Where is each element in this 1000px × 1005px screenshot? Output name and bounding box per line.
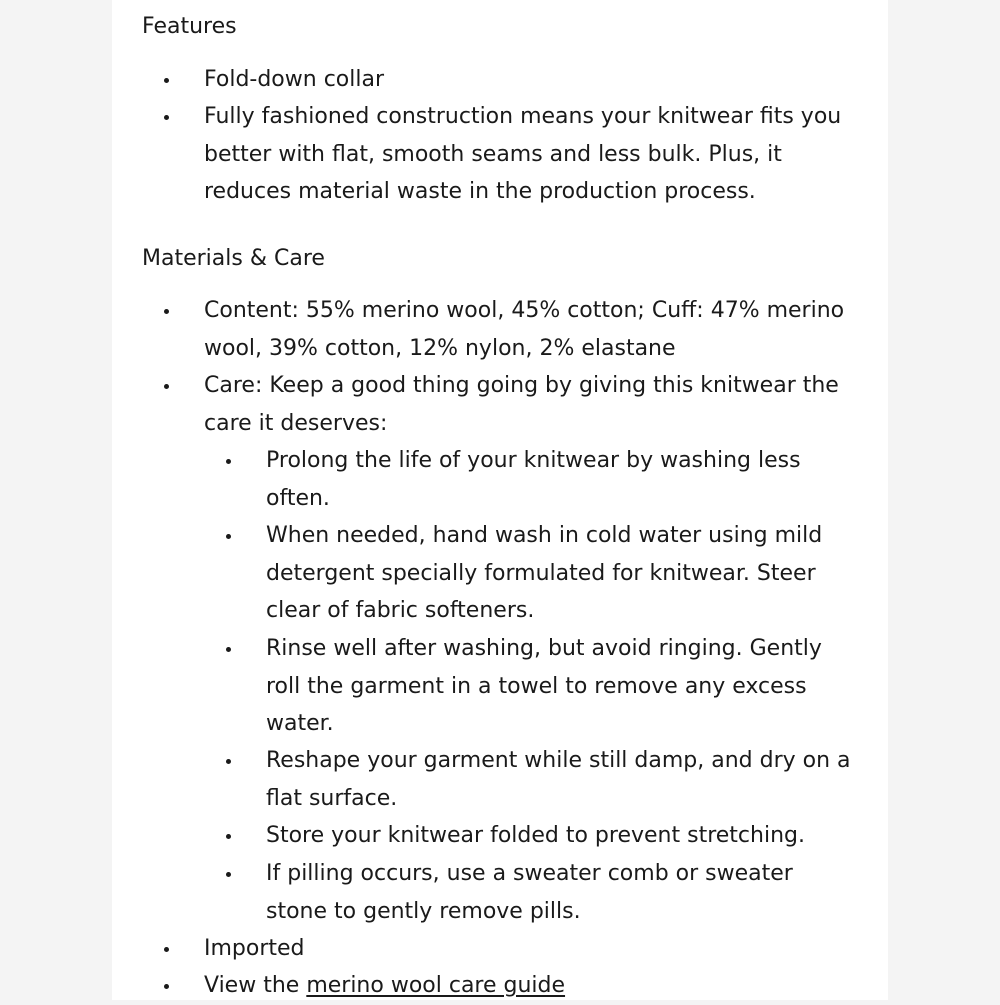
list-item-text: care it deserves:	[204, 410, 388, 436]
list-item-text: stone to gently remove pills.	[266, 898, 581, 924]
list-item-text: Reshape your garment while still damp, and dry on a	[266, 748, 851, 773]
list-item-text: Rinse well after washing, but avoid ringing. Gently	[266, 636, 822, 661]
list-item-text: Fully fashioned construction means your knitwear fits you	[204, 104, 842, 129]
bullet-icon	[164, 115, 169, 120]
list-item-text: Store your knitwear folded to prevent stretching.	[266, 823, 805, 848]
bullet-icon	[226, 872, 231, 877]
list-item-text: If pilling occurs, use a sweater comb or sweater	[266, 861, 793, 886]
list-item	[266, 855, 793, 930]
list-item-text: flat surface.	[266, 785, 398, 811]
list-item-text: often.	[266, 485, 330, 511]
list-item	[204, 61, 384, 99]
list-item	[204, 967, 565, 1005]
list-item	[266, 442, 801, 517]
list-item-text: clear of fabric softeners.	[266, 598, 535, 623]
list-item-text: detergent specially formulated for knitwear. Steer	[266, 560, 816, 586]
list-item	[204, 367, 839, 442]
list-item-text: Fold-down collar	[204, 67, 385, 92]
bullet-icon	[226, 459, 231, 464]
list-item-text	[204, 967, 565, 1005]
list-item-text: When needed, hand wash in cold water using mild	[266, 523, 823, 548]
list-item-text: wool, 39% cotton, 12% nylon, 2% elastane	[204, 335, 676, 361]
list-item	[266, 630, 822, 743]
list-item	[204, 292, 844, 367]
list-item-text: Imported	[204, 936, 305, 961]
view-prefix-text: View the	[204, 973, 307, 998]
materials-care-heading: Materials & Care	[142, 246, 325, 271]
bullet-icon	[164, 309, 169, 314]
list-item-text: reduces material waste in the production process.	[204, 179, 756, 204]
list-item-text: Prolong the life of your knitwear by washing less	[266, 448, 801, 473]
bullet-icon	[226, 534, 231, 539]
list-item	[266, 742, 851, 817]
list-item	[204, 930, 305, 968]
list-item-text: roll the garment in a towel to remove any excess	[266, 673, 807, 699]
list-item	[266, 817, 805, 855]
list-item-text: better with flat, smooth seams and less bulk. Plus, it	[204, 141, 782, 167]
bullet-icon	[164, 984, 169, 989]
list-item	[204, 98, 841, 211]
bullet-icon	[164, 78, 169, 83]
care-guide-link[interactable]: merino wool care guide	[306, 973, 566, 998]
list-item	[266, 517, 822, 630]
bullet-icon	[164, 947, 169, 952]
bullet-icon	[226, 834, 231, 839]
list-item-text: water.	[266, 711, 334, 736]
list-item-text: Content: 55% merino wool, 45% cotton; Cuff: 47% merino	[204, 298, 845, 323]
bullet-icon	[226, 647, 231, 652]
list-item-text: Care: Keep a good thing going by giving this knitwear the	[204, 373, 839, 398]
features-heading: Features	[142, 14, 237, 39]
bullet-icon	[164, 384, 169, 389]
bullet-icon	[226, 759, 231, 764]
